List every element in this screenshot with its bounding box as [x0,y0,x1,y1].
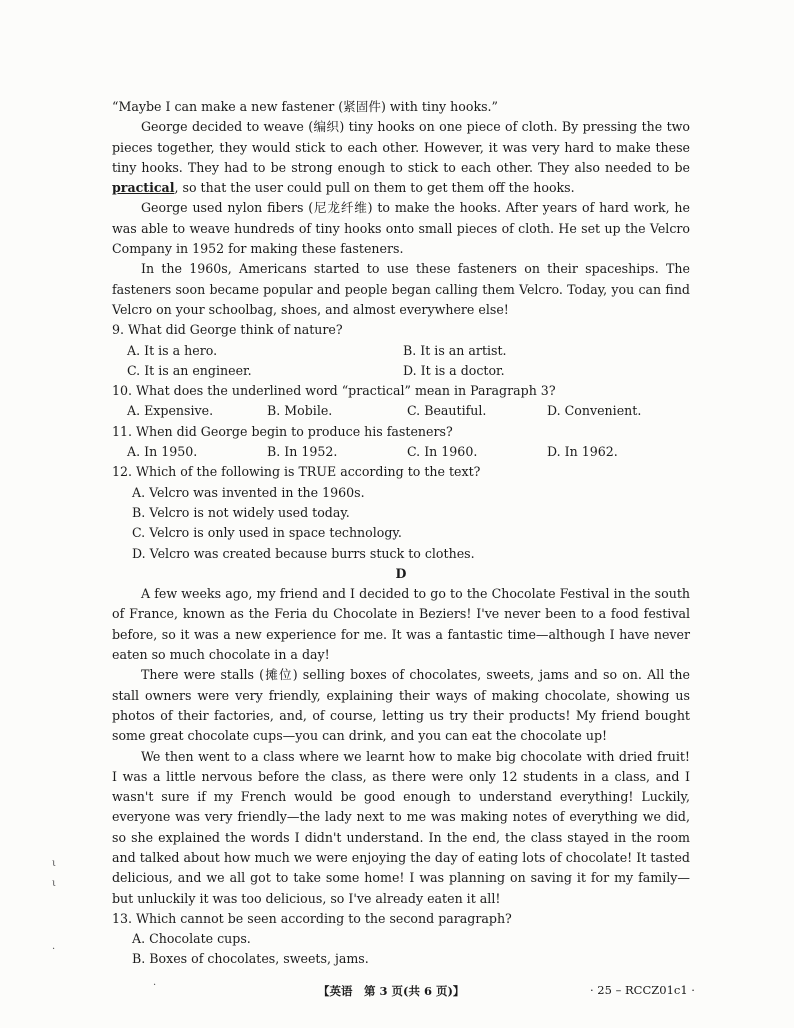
question-9-options-row2 [112,361,690,381]
footer-code: · 25 – RCCZ01c1 · [590,983,695,997]
margin-mark: ι [52,878,56,889]
footer-page-label: 【英语 第 3 页(共 6 页)】 [318,984,465,998]
question-11: 11. When did George begin to produce his fasteners? [112,423,453,439]
option-11a: A. In 1950. [127,444,198,460]
option-11d: D. In 1962. [547,444,618,460]
question-13: 13. Which cannot be seen according to the second paragraph? [112,910,512,926]
section-heading-d: D [395,565,407,581]
option-13a: A. Chocolate cups. [132,931,251,947]
paragraph-class: We then went to a class where we learnt how to make big chocolate with dried fruit! I was a little nervous before the class, as there were only 12 students in a class, and I wasn't sure if my French would be good enough to understand everything! Luckily, everyone was very friendly—the lady next to me was making notes of everything we did, so she explained the words I didn't understand. In the end, the class stayed in the room and talked about how much we were enjoying the day of eating lots of chocolate! It tasted delicious, and we all got to take some home! I was planning on saving it for my family—but unluckily it was too delicious, so I've already eaten it all! [112,748,690,906]
question-10: 10. What does the underlined word “practical” mean in Paragraph 3? [112,383,556,399]
option-10a: A. Expensive. [127,403,214,419]
question-9-options-row1 [112,341,690,361]
option-12a: A. Velcro was invented in the 1960s. [132,484,365,500]
option-11c: C. In 1960. [407,444,478,460]
option-12b: B. Velcro is not widely used today. [132,504,350,520]
paragraph-nylon: George used nylon fibers (尼龙纤维) to make the hooks. After years of hard work, he was able to weave hundreds of tiny hooks onto small pieces of cloth. He set up the Velcro Company in 1952 for making these fasteners. [112,200,690,257]
option-10d: D. Convenient. [547,403,642,419]
option-9c: C. It is an engineer. [127,362,252,378]
option-11b: B. In 1952. [267,444,338,460]
option-10c: C. Beautiful. [407,403,487,419]
margin-mark: ι [52,858,56,869]
paragraph-1960s: In the 1960s, Americans started to use these fasteners on their spaceships. The fasteners soon became popular and people began calling them Velcro. Today, you can find Velcro on your schoolbag, shoes, and almost everywhere else! [112,261,690,317]
page-footer [0,983,794,1003]
page-content [112,97,690,970]
paragraph-festival: A few weeks ago, my friend and I decided to go to the Chocolate Festival in the south of France, known as the Feria du Chocolate in Beziers! I've never been to a food festival before, so it was a new experience for me. It was a fantastic time—although I have never eaten so much chocolate in a day! [112,586,690,663]
paragraph-quote: “Maybe I can make a new fastener (紧固件) with tiny hooks.” [112,99,498,114]
option-12d: D. Velcro was created because burrs stuck to clothes. [132,545,475,561]
option-9d: D. It is a doctor. [403,362,505,378]
underlined-word-practical: practical [112,180,175,196]
option-9b: B. It is an artist. [403,342,507,358]
question-11-options [112,442,690,462]
margin-mark: · [153,980,157,991]
question-10-options [112,401,690,421]
margin-mark: · [52,944,56,955]
paragraph-weave: George decided to weave (编织) tiny hooks on one piece of cloth. By pressing the two pieces together, they would stick to each other. However, it was very hard to make these tiny hooks. They had to be strong enough to stick to each other. They also needed to be practical, so that the user could pull on them to get them off the hooks. [112,119,690,196]
paragraph-stalls: There were stalls (摊位) selling boxes of chocolates, sweets, jams and so on. All the stall owners were very friendly, explaining their ways of making chocolate, showing us photos of their factories, and, of course, letting us try their products! My friend bought some great chocolate cups—you can drink, and you can eat the chocolate up! [112,667,690,744]
question-12: 12. Which of the following is TRUE according to the text? [112,464,481,480]
question-9: 9. What did George think of nature? [112,322,343,338]
option-10b: B. Mobile. [267,403,333,419]
option-9a: A. It is a hero. [127,342,218,358]
option-13b: B. Boxes of chocolates, sweets, jams. [132,951,369,967]
option-12c: C. Velcro is only used in space technology. [132,525,402,541]
